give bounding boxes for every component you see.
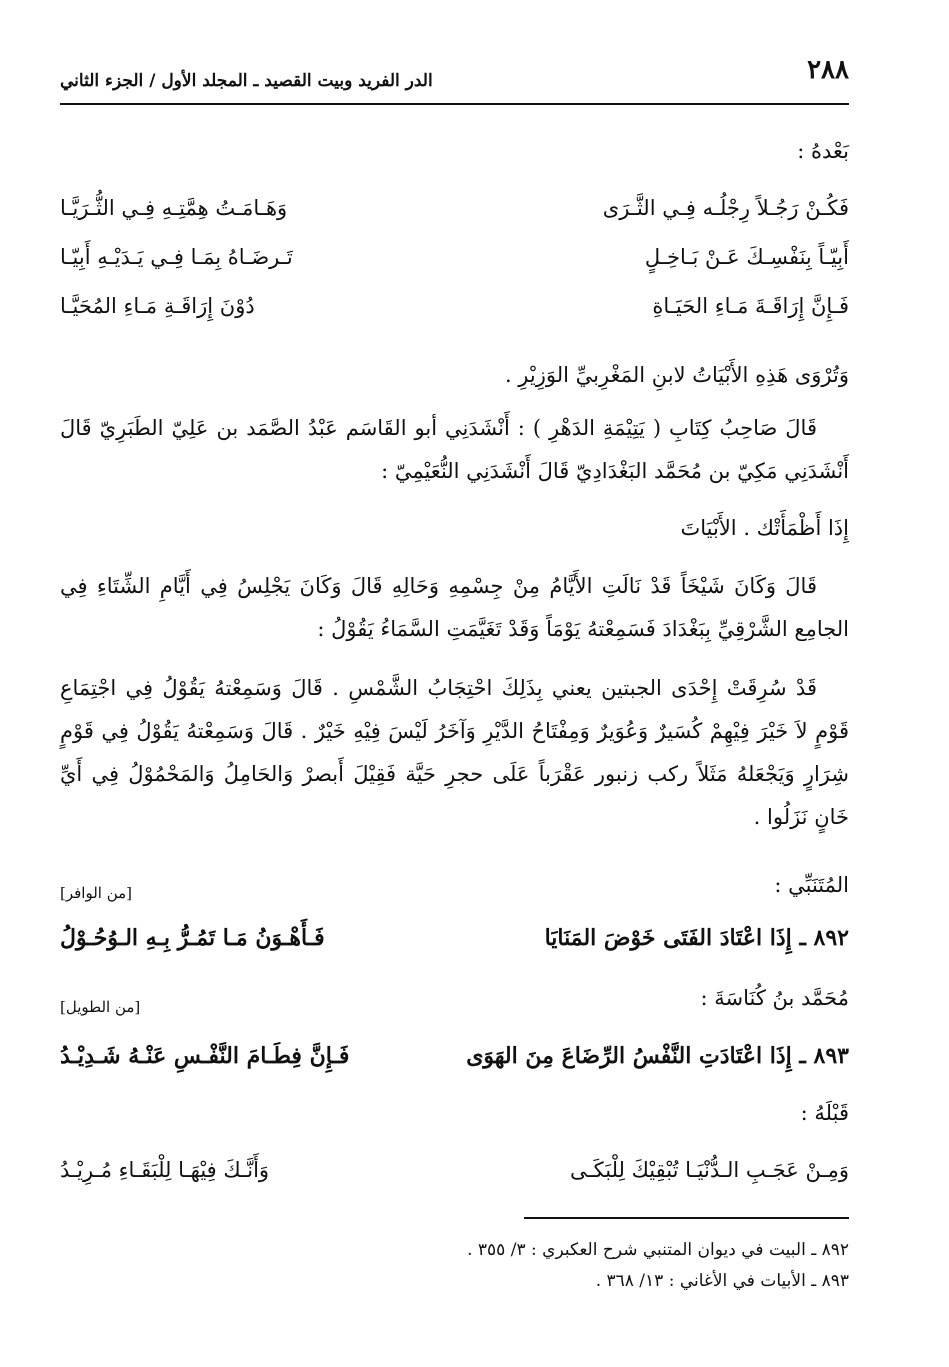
paragraph-text: قَالَ وَكَانَ شَيْخَاً قَدْ نَالَتِ الأَيَّامُ مِنْ جِسْمِهِ وَحَالِهِ قَالَ وَكَانَ يَجْلِسُ فِي أَيَّامِ الشِّتَاءِ فِي الجامِع الشَّرْقِيِّ بِبَغْدَادَ فَسَمِعْتهُ يَوْمَاً وَقَدْ تَغَيَّمَتِ السَّمَاءُ يَقُوْلُ : xyxy=(60,574,849,641)
verse-first-hemistich: ٨٩٣ ـ إِذَا اعْتَادَتِ النَّفْسُ الرِّضَاعَ مِنَ الهَوَى xyxy=(466,1043,849,1069)
page-header xyxy=(60,55,849,105)
intro-after-label: بَعْدهُ : xyxy=(797,139,849,163)
meter-label: [من الطويل] xyxy=(60,998,141,1016)
footnote-893: ٨٩٣ ـ الأبيات في الأغاني : ١٣/ ٣٦٨ . xyxy=(595,1271,849,1291)
verse-first-hemistich: وَمِـنْ عَجَـبِ الـدُّنْيَـا تُبْقِيْكَ لِلْبَكَـى xyxy=(569,1158,849,1182)
verse-first-hemistich: فَـإِنَّ إِرَاقَـةَ مَـاءِ الحَيَـاةِ xyxy=(652,294,849,318)
prose-paragraph-yatima xyxy=(60,407,849,493)
verse-before-893 xyxy=(60,1158,849,1198)
prose-paragraph-sheikh xyxy=(60,565,849,651)
verse-second-hemistich: دُوْنَ إِرَاقَـةِ مَـاءِ المُحَيَّـا xyxy=(60,294,255,318)
verse-second-hemistich: وَهَـامَـتُ هِمَّتِـهِ فِـي الثُّـرَيَّـا xyxy=(60,196,288,220)
before-label: قَبْلَهُ : xyxy=(800,1101,849,1125)
attribution-line: وَتُرْوَى هَذِهِ الأَبْيَاتُ لابنِ المَغْرِبيِّ الوَزِيْرِ . xyxy=(504,363,849,387)
running-title: الدر الفريد وبيت القصيد ـ المجلد الأول / الجزء الثاني xyxy=(60,71,433,91)
verse-line xyxy=(60,245,849,285)
paragraph-text: قَدْ سُرِقَتْ إِحْدَى الجبتين يعني بِذَلِكَ احْتِجَابُ الشَّمْسِ . قَالَ وَسَمِعْتهُ يَقُوْلُ فِي اجْتِمَاعِ قَوْمٍ لاَ خَيْرَ فِيْهِمْ كُسَيرٌ وَعُوَيرٌ وَمِفْتَاحُ الدَّيْرِ وَآخَرُ لَيْسَ فِيْهِ خَيْرٌ . قَالَ وَسَمِعْتهُ يَقُوْلُ فِي قَوْمٍ شِرَارٍ وَيَجْعَلهُ مَثَلاً ركب زنبور عَقْرَباً عَلَى حجرِ حَيَّة فَقِيْلَ أَبصرْ وَالحَامِلُ وَالمَحْمُوْلُ فِي أَيِّ خَانٍ نَزَلُوا . xyxy=(60,676,849,829)
verse-first-hemistich: أَبِيّـاً بِنَفْسِـكَ عَـنْ بَـاخِـلٍ xyxy=(644,245,849,269)
poet-name-kunasa: مُحَمَّد بنُ كُنَاسَةَ : xyxy=(700,986,849,1010)
poet-name-mutanabbi: المُتَنَبِّي : xyxy=(774,873,849,897)
quote-line: إِذَا أَظْمَأَتْك . الأَبْيَاتَ xyxy=(680,516,849,540)
meter-label: [من الوافر] xyxy=(60,884,133,902)
page-number: ٢٨٨ xyxy=(807,55,849,85)
verse-second-hemistich: فَـإِنَّ فِطَـامَ النَّفْـسِ عَنْـهُ شَـدِيْـدُ xyxy=(60,1043,350,1069)
paragraph-text: قَالَ صَاحِبُ كِتَابِ ( يَتِيْمَةِ الدَهْرِ ) : أَنْشَدَنِي أبو القَاسَم عَبْدُ الصَّمَد بن عَلِيّ الطَبَرِيّ قَالَ أَنْشَدَنِي مَكِيّ بن مُحَمَّد البَغْدَادِيّ قَالَ أَنْشَدَنِي النُّعَيْمِيّ : xyxy=(60,416,849,483)
verse-entry-893 xyxy=(60,1043,849,1083)
footnote-divider xyxy=(524,1217,849,1219)
verse-line xyxy=(60,294,849,334)
verse-first-hemistich: فَكُـنْ رَجُـلاً رِجْلُـه فِـي الثَّـرَى xyxy=(602,196,849,220)
verse-first-hemistich: ٨٩٢ ـ إِذَا اعْتَادَ الفَتَى خَوْضَ المَنَايَا xyxy=(544,925,849,951)
prose-paragraph-sayings xyxy=(60,667,849,839)
verse-entry-892 xyxy=(60,925,849,965)
footnote-892: ٨٩٢ ـ البيت في ديوان المتنبي شرح العكبري : ٣/ ٣٥٥ . xyxy=(467,1240,849,1260)
verse-line xyxy=(60,196,849,236)
verse-second-hemistich: وَأَنَّـكَ فِيْهَـا لِلْبَقَـاءِ مُـرِيْـدُ xyxy=(60,1158,270,1182)
verse-second-hemistich: تَـرضَـاهُ بِمَـا فِـي يَـدَيْـهِ أَبِيّـا xyxy=(60,245,293,269)
verse-second-hemistich: فَـأَهْـوَنُ مَـا تَمُـرُّ بِـهِ الـوُحُـوْلُ xyxy=(60,925,325,951)
